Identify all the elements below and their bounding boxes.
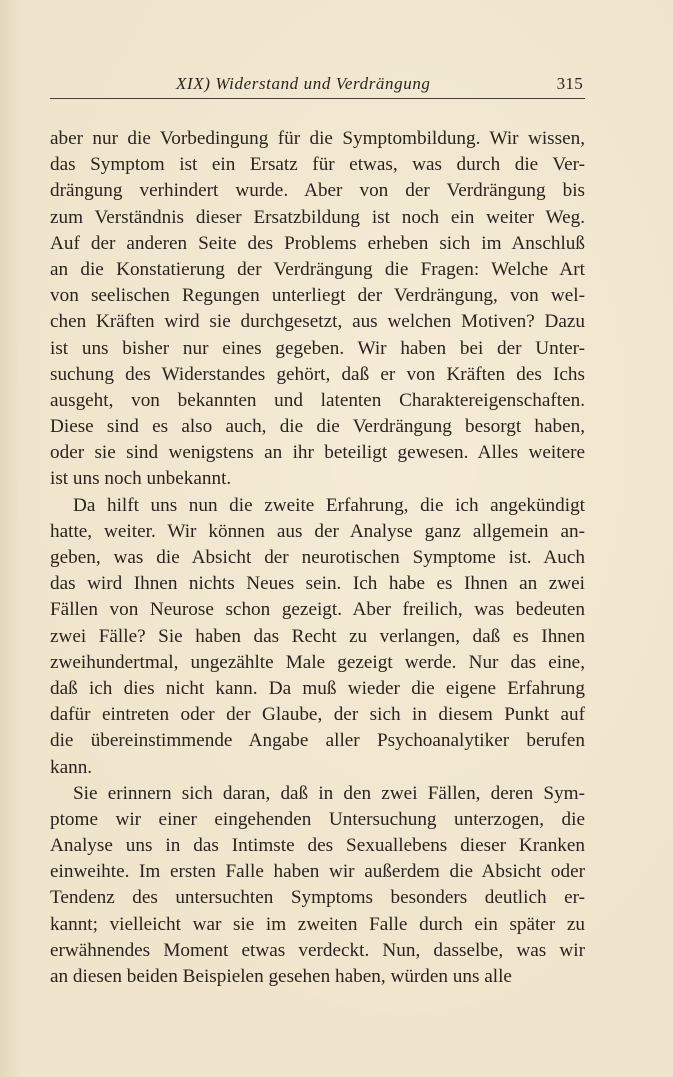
- text-line: das Symptom ist ein Ersatz für etwas, was durch die Ver-: [50, 154, 585, 176]
- text-line: zwei Fälle? Sie haben das Recht zu verlangen, daß es Ihnen: [50, 625, 585, 647]
- running-title: XIX) Widerstand und Verdrängung: [176, 74, 431, 93]
- text-line: erwähnendes Moment etwas verdeckt. Nun, dasselbe, was wir: [50, 939, 585, 961]
- text-line: einweihte. Im ersten Falle haben wir außerdem die Absicht oder: [50, 861, 585, 883]
- text-line: zum Verständnis dieser Ersatzbildung ist noch ein weiter Weg.: [50, 206, 585, 228]
- text-line: Da hilft uns nun die zweite Erfahrung, die ich angekündigt: [73, 494, 585, 516]
- text-line: an diesen beiden Beispielen gesehen haben, würden uns alle: [50, 966, 512, 987]
- text-line: ptome wir einer eingehenden Untersuchung unterzogen, die: [50, 808, 585, 830]
- text-line: kann.: [50, 756, 93, 778]
- text-line: chen Kräften wird sie durchgesetzt, aus welchen Motiven? Dazu: [50, 311, 585, 333]
- text-line: oder sie sind wenigstens an ihr beteiligt gewesen. Alles weitere: [50, 442, 585, 464]
- page-number: 315: [556, 74, 583, 93]
- text-line: hatte, weiter. Wir können aus der Analyse ganz allgemein an-: [50, 520, 585, 542]
- text-line: Tendenz des untersuchten Symptoms besonders deutlich er-: [50, 887, 585, 909]
- text-line: suchung des Widerstandes gehört, daß er von Kräften des Ichs: [50, 363, 585, 385]
- text-line: ist uns bisher nur eines gegeben. Wir haben bei der Unter-: [50, 337, 585, 359]
- text-line: das wird Ihnen nichts Neues sein. Ich habe es Ihnen an zwei: [50, 573, 585, 595]
- text-line: zweihundertmal, ungezählte Male gezeigt werde. Nur das eine,: [50, 651, 585, 673]
- text-line: Analyse uns in das Intimste des Sexuallebens dieser Kranken: [50, 835, 585, 857]
- text-line: Sie erinnern sich daran, daß in den zwei Fällen, deren Sym-: [73, 782, 585, 804]
- paragraph: [50, 126, 585, 493]
- text-line: die übereinstimmende Angabe aller Psychoanalytiker berufen: [50, 730, 585, 752]
- text-line: drängung verhindert wurde. Aber von der Verdrängung bis: [50, 180, 585, 202]
- text-line: aber nur die Vorbedingung für die Symptombildung. Wir wissen,: [50, 128, 585, 149]
- text-line: an die Konstatierung der Verdrängung die Fragen: Welche Art: [50, 258, 585, 280]
- text-line: geben, was die Absicht der neurotischen Symptome ist. Auch: [50, 547, 585, 568]
- body-text: [50, 126, 585, 990]
- text-line: daß ich dies nicht kann. Da muß wieder die eigene Erfahrung: [50, 677, 585, 699]
- text-line: dafür eintreten oder der Glaube, der sich in diesem Punkt auf: [50, 704, 585, 726]
- text-line: Auf der anderen Seite des Problems erheben sich im Anschluß: [50, 232, 585, 254]
- text-line: ist uns noch unbekannt.: [50, 468, 232, 490]
- text-line: von seelischen Regungen unterliegt der Verdrängung, von wel-: [50, 285, 585, 307]
- text-line: kannt; vielleicht war sie im zweiten Falle durch ein später zu: [50, 913, 585, 935]
- paragraph: [50, 781, 585, 991]
- page-header: [50, 74, 585, 99]
- text-line: ausgeht, von bekannten und latenten Charaktereigenschaften.: [50, 389, 585, 411]
- paragraph: [50, 493, 585, 781]
- text-line: Fällen von Neurose schon gezeigt. Aber freilich, was bedeuten: [50, 599, 585, 621]
- text-line: Diese sind es also auch, die die Verdrängung besorgt haben,: [50, 416, 585, 438]
